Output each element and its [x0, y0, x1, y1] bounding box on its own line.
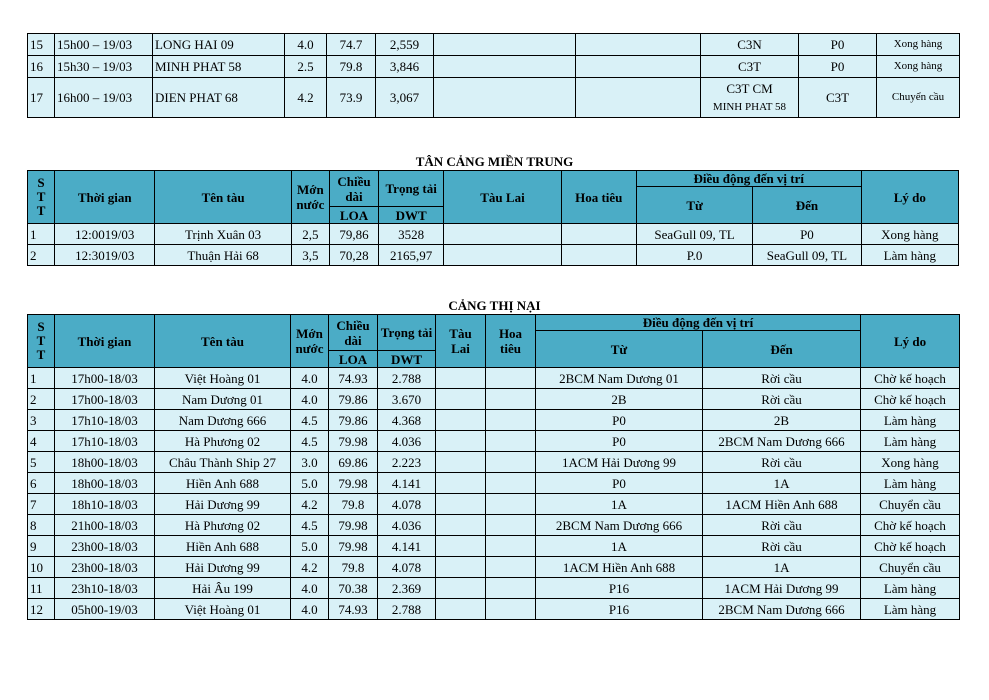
cell-tug	[436, 557, 486, 578]
header-time: Thời gian	[55, 171, 155, 224]
cell-stt: 16	[28, 56, 55, 78]
header-pilot: Hoa tiêu	[486, 315, 536, 368]
table-row	[28, 224, 959, 245]
header-length: Chiều dài	[329, 315, 378, 351]
cell-loa: 74.93	[329, 599, 378, 620]
cell-time: 17h10-18/03	[55, 431, 155, 452]
cell-from: P16	[536, 578, 703, 599]
cell-loa: 79.8	[327, 56, 376, 78]
cell-loa: 79.98	[329, 515, 378, 536]
cell-tug	[444, 245, 561, 266]
cell-ship: Hà Phương 02	[155, 515, 291, 536]
cell-to: 2BCM Nam Dương 666	[703, 599, 861, 620]
cell-pilot	[576, 56, 701, 78]
cell-loa: 69.86	[329, 452, 378, 473]
header-dwt: DWT	[378, 351, 436, 368]
cell-from: P0	[536, 473, 703, 494]
cell-reason: Làm hàng	[861, 410, 960, 431]
cell-draft: 4.0	[285, 34, 327, 56]
cell-tug	[434, 56, 576, 78]
table-row	[28, 245, 959, 266]
cell-ship: Nam Dương 01	[155, 389, 291, 410]
cell-draft: 5.0	[291, 473, 329, 494]
cell-tug	[434, 78, 576, 118]
cell-loa: 79.86	[329, 389, 378, 410]
cell-to: C3T	[799, 78, 877, 118]
header-reason: Lý do	[861, 315, 960, 368]
cell-stt: 10	[28, 557, 55, 578]
cell-dwt: 4.036	[378, 515, 436, 536]
cell-stt: 12	[28, 599, 55, 620]
cell-pilot	[486, 473, 536, 494]
cell-ship: MINH PHAT 58	[153, 56, 285, 78]
cell-pilot	[561, 224, 636, 245]
top-continuation-table	[27, 33, 960, 118]
cell-to: Rời cầu	[703, 536, 861, 557]
cell-time: 12:0019/03	[55, 224, 155, 245]
cell-to: 2BCM Nam Dương 666	[703, 431, 861, 452]
cell-dwt: 4.368	[378, 410, 436, 431]
cell-stt: 17	[28, 78, 55, 118]
table-row	[28, 389, 960, 410]
table-row	[28, 368, 960, 389]
cell-ship: DIEN PHAT 68	[153, 78, 285, 118]
cell-reason: Làm hàng	[861, 578, 960, 599]
header-from: Từ	[636, 187, 752, 224]
cell-draft: 3,5	[291, 245, 329, 266]
cell-tug	[436, 452, 486, 473]
cell-pilot	[486, 494, 536, 515]
cell-from	[701, 56, 799, 78]
cell-from: 2BCM Nam Dương 666	[536, 515, 703, 536]
header-ship: Tên tàu	[155, 171, 291, 224]
cell-tug	[434, 34, 576, 56]
header-stt: S T T	[28, 171, 55, 224]
table-row	[28, 78, 960, 118]
cell-pilot	[486, 515, 536, 536]
cell-reason: Xong hàng	[861, 224, 958, 245]
cell-to: Rời cầu	[703, 515, 861, 536]
cell-reason: Chờ kế hoạch	[861, 389, 960, 410]
cell-stt: 8	[28, 515, 55, 536]
cell-from-main: C3T CM	[726, 80, 773, 96]
cell-loa: 79,86	[329, 224, 378, 245]
cell-from: P.0	[636, 245, 752, 266]
cell-stt: 5	[28, 452, 55, 473]
section1-title: TÂN CẢNG MIỀN TRUNG	[415, 154, 574, 169]
cell-to: P0	[753, 224, 861, 245]
cell-draft: 2,5	[291, 224, 329, 245]
cell-ship: LONG HAI 09	[153, 34, 285, 56]
cell-time: 05h00-19/03	[55, 599, 155, 620]
cell-reason: Làm hàng	[861, 245, 958, 266]
cell-draft: 4.0	[291, 368, 329, 389]
cell-loa: 79.86	[329, 410, 378, 431]
cell-loa: 79.8	[329, 557, 378, 578]
cell-to: 2B	[703, 410, 861, 431]
cell-ship: Việt Hoàng 01	[155, 599, 291, 620]
cell-dwt: 4.078	[378, 494, 436, 515]
cell-loa: 70,28	[329, 245, 378, 266]
cell-draft: 4.2	[291, 494, 329, 515]
header-loa: LOA	[329, 207, 378, 224]
cell-tug	[436, 431, 486, 452]
header-reason: Lý do	[861, 171, 958, 224]
cell-from: 2B	[536, 389, 703, 410]
cell-ship: Thuận Hải 68	[155, 245, 291, 266]
cell-tug	[436, 389, 486, 410]
cell-tug	[436, 599, 486, 620]
cell-dwt: 4.078	[378, 557, 436, 578]
cell-ship: Việt Hoàng 01	[155, 368, 291, 389]
cell-time: 18h10-18/03	[55, 494, 155, 515]
cell-loa: 74.93	[329, 368, 378, 389]
cell-reason: Chờ kế hoạch	[861, 515, 960, 536]
header-tug: Tàu Lai	[436, 315, 486, 368]
table-row	[28, 431, 960, 452]
cell-loa: 74.7	[327, 34, 376, 56]
cell-pilot	[486, 368, 536, 389]
cell-stt: 3	[28, 410, 55, 431]
cell-from: 1ACM Hải Dương 99	[536, 452, 703, 473]
header-to: Đến	[703, 331, 861, 368]
table-row	[28, 599, 960, 620]
cell-tug	[436, 368, 486, 389]
table-row	[28, 536, 960, 557]
cell-time: 17h10-18/03	[55, 410, 155, 431]
cell-from: 1ACM Hiền Anh 688	[536, 557, 703, 578]
cell-pilot	[561, 245, 636, 266]
cell-dwt: 2.788	[378, 368, 436, 389]
cell-dwt: 4.141	[378, 536, 436, 557]
header-length: Chiều dài	[329, 171, 378, 207]
header-weight: Trọng tải	[379, 171, 444, 207]
cell-dwt: 3,846	[376, 56, 434, 78]
table-row	[28, 34, 960, 56]
cell-to: 1A	[703, 557, 861, 578]
cell-pilot	[576, 78, 701, 118]
cell-reason: Làm hàng	[861, 431, 960, 452]
cell-ship: Nam Dương 666	[155, 410, 291, 431]
cell-time: 16h00 – 19/03	[55, 78, 153, 118]
cell-draft: 5.0	[291, 536, 329, 557]
cell-pilot	[486, 599, 536, 620]
cell-stt: 6	[28, 473, 55, 494]
header-from: Từ	[536, 331, 703, 368]
header-pilot: Hoa tiêu	[561, 171, 636, 224]
cell-dwt: 3,067	[376, 78, 434, 118]
cell-pilot	[486, 578, 536, 599]
header-stt: S T T	[28, 315, 55, 368]
cell-time: 15h30 – 19/03	[55, 56, 153, 78]
cell-from: SeaGull 09, TL	[636, 224, 752, 245]
cell-draft: 3.0	[291, 452, 329, 473]
cell-from: 1A	[536, 536, 703, 557]
cell-ship: Hiền Anh 688	[155, 536, 291, 557]
cell-loa: 79.8	[329, 494, 378, 515]
cell-stt: 4	[28, 431, 55, 452]
cell-pilot	[486, 557, 536, 578]
cell-dwt: 4.036	[378, 431, 436, 452]
cell-dwt: 3.670	[378, 389, 436, 410]
cell-from-main: C3T	[737, 59, 762, 74]
header-tug: Tàu Lai	[444, 171, 561, 224]
cell-to: P0	[799, 56, 877, 78]
cell-stt: 1	[28, 368, 55, 389]
section2-title: CẢNG THỊ NẠI	[448, 298, 541, 313]
cell-to: Rời cầu	[703, 368, 861, 389]
cell-draft: 4.0	[291, 599, 329, 620]
cell-time: 18h00-18/03	[55, 452, 155, 473]
table-row	[28, 410, 960, 431]
cell-ship: Hải Dương 99	[155, 557, 291, 578]
cell-reason: Làm hàng	[861, 473, 960, 494]
header-weight: Trọng tải	[378, 315, 436, 351]
cell-stt: 11	[28, 578, 55, 599]
cell-tug	[436, 536, 486, 557]
cell-reason: Xong hàng	[877, 34, 960, 56]
cell-loa: 79.98	[329, 431, 378, 452]
cell-pilot	[486, 410, 536, 431]
cell-reason: Làm hàng	[861, 599, 960, 620]
cell-from	[701, 78, 799, 118]
table-row	[28, 494, 960, 515]
cell-time: 21h00-18/03	[55, 515, 155, 536]
cell-reason: Chờ kế hoạch	[861, 536, 960, 557]
section2-table	[27, 314, 960, 620]
header-move: Điều động đến vị trí	[636, 171, 861, 187]
cell-dwt: 2.369	[378, 578, 436, 599]
cell-reason: Chuyển cầu	[861, 557, 960, 578]
header-move: Điều động đến vị trí	[536, 315, 861, 331]
cell-dwt: 2165,97	[379, 245, 444, 266]
cell-time: 23h10-18/03	[55, 578, 155, 599]
header-dwt: DWT	[379, 207, 444, 224]
cell-stt: 2	[28, 245, 55, 266]
cell-ship: Châu Thành Ship 27	[155, 452, 291, 473]
cell-pilot	[576, 34, 701, 56]
cell-draft: 4.0	[291, 578, 329, 599]
header-draft: Mớn nước	[291, 315, 329, 368]
cell-tug	[436, 515, 486, 536]
cell-to: SeaGull 09, TL	[753, 245, 861, 266]
cell-loa: 79.98	[329, 536, 378, 557]
section1-table	[27, 170, 959, 266]
cell-draft: 4.0	[291, 389, 329, 410]
header-ship: Tên tàu	[155, 315, 291, 368]
cell-from: P0	[536, 431, 703, 452]
cell-pilot	[486, 389, 536, 410]
cell-draft: 2.5	[285, 56, 327, 78]
cell-reason: Chuyển cầu	[861, 494, 960, 515]
cell-loa: 79.98	[329, 473, 378, 494]
cell-ship: Hà Phương 02	[155, 431, 291, 452]
cell-dwt: 3528	[379, 224, 444, 245]
cell-from-main: C3N	[737, 37, 762, 52]
table-row	[28, 578, 960, 599]
cell-draft: 4.2	[291, 557, 329, 578]
cell-stt: 7	[28, 494, 55, 515]
cell-to: 1ACM Hiền Anh 688	[703, 494, 861, 515]
cell-tug	[444, 224, 561, 245]
cell-time: 23h00-18/03	[55, 536, 155, 557]
cell-pilot	[486, 431, 536, 452]
header-time: Thời gian	[55, 315, 155, 368]
header-draft: Mớn nước	[291, 171, 329, 224]
cell-stt: 1	[28, 224, 55, 245]
header-to: Đến	[753, 187, 861, 224]
cell-time: 17h00-18/03	[55, 389, 155, 410]
cell-dwt: 2,559	[376, 34, 434, 56]
cell-to: 1ACM Hải Dương 99	[703, 578, 861, 599]
cell-dwt: 4.141	[378, 473, 436, 494]
cell-pilot	[486, 452, 536, 473]
table-row	[28, 515, 960, 536]
cell-stt: 9	[28, 536, 55, 557]
cell-draft: 4.5	[291, 410, 329, 431]
cell-reason: Xong hàng	[877, 56, 960, 78]
cell-to: Rời cầu	[703, 389, 861, 410]
table-row	[28, 557, 960, 578]
cell-from: P0	[536, 410, 703, 431]
cell-loa: 70.38	[329, 578, 378, 599]
cell-tug	[436, 473, 486, 494]
table-row	[28, 473, 960, 494]
cell-to: Rời cầu	[703, 452, 861, 473]
cell-tug	[436, 494, 486, 515]
cell-time: 15h00 – 19/03	[55, 34, 153, 56]
cell-to: P0	[799, 34, 877, 56]
cell-reason: Chuyển cầu	[877, 78, 960, 118]
cell-dwt: 2.223	[378, 452, 436, 473]
cell-ship: Hiền Anh 688	[155, 473, 291, 494]
cell-from: P16	[536, 599, 703, 620]
cell-draft: 4.2	[285, 78, 327, 118]
cell-time: 17h00-18/03	[55, 368, 155, 389]
cell-stt: 15	[28, 34, 55, 56]
cell-ship: Trịnh Xuân 03	[155, 224, 291, 245]
table-row	[28, 452, 960, 473]
cell-to: 1A	[703, 473, 861, 494]
cell-reason: Xong hàng	[861, 452, 960, 473]
header-loa: LOA	[329, 351, 378, 368]
cell-draft: 4.5	[291, 515, 329, 536]
cell-from-sub: MINH PHAT 58	[712, 100, 787, 113]
cell-tug	[436, 578, 486, 599]
cell-loa: 73.9	[327, 78, 376, 118]
cell-from: 2BCM Nam Dương 01	[536, 368, 703, 389]
cell-time: 12:3019/03	[55, 245, 155, 266]
cell-from: 1A	[536, 494, 703, 515]
cell-reason: Chờ kế hoạch	[861, 368, 960, 389]
cell-time: 23h00-18/03	[55, 557, 155, 578]
cell-dwt: 2.788	[378, 599, 436, 620]
cell-pilot	[486, 536, 536, 557]
cell-ship: Hải Dương 99	[155, 494, 291, 515]
table-row	[28, 56, 960, 78]
cell-tug	[436, 410, 486, 431]
cell-from	[701, 34, 799, 56]
cell-stt: 2	[28, 389, 55, 410]
cell-time: 18h00-18/03	[55, 473, 155, 494]
cell-ship: Hải Âu 199	[155, 578, 291, 599]
cell-draft: 4.5	[291, 431, 329, 452]
